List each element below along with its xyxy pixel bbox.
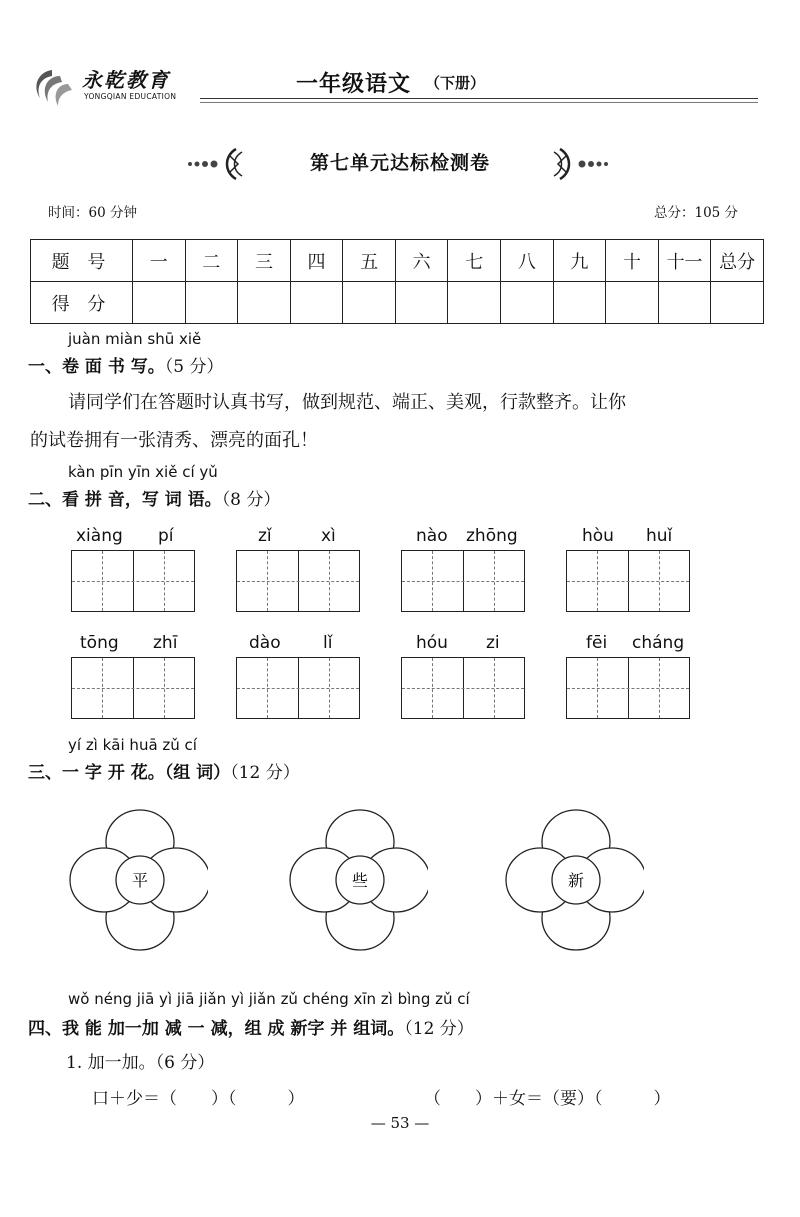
- column-header: 七: [448, 240, 501, 282]
- title-ornament-right-icon: [540, 146, 610, 182]
- word-pinyin: tōng: [80, 633, 119, 653]
- writing-grid[interactable]: [566, 550, 690, 612]
- word-flower: [68, 806, 208, 954]
- column-header: 五: [343, 240, 396, 282]
- row-label-score: 得 分: [31, 282, 133, 324]
- score-cell[interactable]: [290, 282, 343, 324]
- column-header: 总分: [711, 240, 764, 282]
- header-title: 一年级语文: [296, 71, 412, 97]
- word-pinyin: hòu: [582, 526, 614, 546]
- word-pinyin: lǐ: [323, 633, 333, 653]
- section1-heading-text: 一、卷 面 书 写。: [28, 357, 165, 377]
- section4-heading: [28, 1014, 474, 1039]
- section3-heading: [28, 758, 300, 783]
- section1-heading: [28, 352, 224, 377]
- column-header: 十一: [658, 240, 711, 282]
- header-rule-thin: [200, 102, 758, 103]
- word-pinyin: xiàng: [76, 526, 123, 546]
- score-cell[interactable]: [395, 282, 448, 324]
- time-limit: 时间：60 分钟: [48, 205, 137, 221]
- table-row: [31, 282, 764, 324]
- word-pinyin: zi: [486, 633, 500, 653]
- score-cell[interactable]: [185, 282, 238, 324]
- column-header: 十: [606, 240, 659, 282]
- column-header: 一: [133, 240, 186, 282]
- column-header: 九: [553, 240, 606, 282]
- section3-pinyin: yí zì kāi huā zǔ cí: [68, 736, 197, 754]
- score-cell[interactable]: [501, 282, 554, 324]
- section4-pinyin: wǒ néng jiā yì jiā jiǎn yì jiǎn zǔ chéng xīn zì bìng zǔ cí: [68, 990, 470, 1008]
- header-rule: [200, 98, 758, 99]
- section2-score: （8 分）: [221, 490, 281, 510]
- word-pinyin: zhī: [153, 633, 178, 653]
- score-table: [30, 239, 764, 324]
- equation-2[interactable]: （ ）＋女＝（要）（ ）: [424, 1089, 671, 1109]
- section1-paragraph-line1: 请同学们在答题时认真书写，做到规范、端正、美观，行款整齐。让你: [68, 392, 626, 413]
- writing-grid[interactable]: [401, 550, 525, 612]
- brand-name: 永乾教育: [82, 68, 170, 92]
- word-flower: [504, 806, 644, 954]
- writing-grid[interactable]: [236, 550, 360, 612]
- word-pinyin: zǐ: [258, 526, 272, 546]
- column-header: 三: [238, 240, 291, 282]
- section4-heading-text: 四、我 能 加一加 减 一 减，组 成 新字 并 组词。: [28, 1019, 405, 1039]
- word-pinyin: pí: [158, 526, 174, 546]
- section2-heading: [28, 485, 280, 510]
- score-cell[interactable]: [133, 282, 186, 324]
- brand-name-english: YONGQIAN EDUCATION: [84, 92, 177, 101]
- score-cell[interactable]: [343, 282, 396, 324]
- word-pinyin: cháng: [632, 633, 685, 653]
- word-pinyin: nào: [416, 526, 448, 546]
- score-cell[interactable]: [711, 282, 764, 324]
- writing-grid[interactable]: [71, 550, 195, 612]
- column-header: 二: [185, 240, 238, 282]
- section1-score: （5 分）: [164, 357, 224, 377]
- score-cell[interactable]: [658, 282, 711, 324]
- flower-char: 平: [131, 871, 149, 890]
- section3-score: （12 分）: [230, 763, 300, 783]
- section4-subheading: 1. 加一加。（6 分）: [66, 1053, 215, 1073]
- word-pinyin: zhōng: [466, 526, 518, 546]
- column-header: 八: [501, 240, 554, 282]
- section4-score: （12 分）: [404, 1019, 474, 1039]
- writing-grid[interactable]: [236, 657, 360, 719]
- table-row: [31, 240, 764, 282]
- score-cell[interactable]: [238, 282, 291, 324]
- word-pinyin: huǐ: [646, 526, 673, 546]
- word-pinyin: xì: [321, 526, 336, 546]
- section1-paragraph-line2: 的试卷拥有一张清秀、漂亮的面孔！: [30, 430, 318, 451]
- score-cell[interactable]: [553, 282, 606, 324]
- word-flower: [288, 806, 428, 954]
- equation-1[interactable]: 口＋少＝（ ）（ ）: [92, 1089, 305, 1109]
- writing-grid[interactable]: [401, 657, 525, 719]
- logo-swirl-icon: [30, 66, 74, 110]
- writing-grid[interactable]: [566, 657, 690, 719]
- column-header: 六: [395, 240, 448, 282]
- test-title: 第七单元达标检测卷: [309, 152, 490, 174]
- column-header: 四: [290, 240, 343, 282]
- header-subtitle: （下册）: [425, 74, 486, 92]
- section1-pinyin: juàn miàn shū xiě: [68, 330, 202, 348]
- score-cell[interactable]: [448, 282, 501, 324]
- page-number: — 53 —: [370, 1114, 430, 1132]
- score-cell[interactable]: [606, 282, 659, 324]
- flower-char: 新: [567, 871, 585, 890]
- section3-heading-text: 三、一 字 开 花。（组 词）: [28, 763, 231, 783]
- word-pinyin: hóu: [416, 633, 448, 653]
- flower-char: 些: [351, 871, 369, 890]
- row-label-question-number: 题 号: [31, 240, 133, 282]
- total-score: 总分：105 分: [654, 205, 739, 221]
- writing-grid[interactable]: [71, 657, 195, 719]
- section2-heading-text: 二、看 拼 音，写 词 语。: [28, 490, 222, 510]
- word-pinyin: fēi: [586, 633, 608, 653]
- section2-pinyin: kàn pīn yīn xiě cí yǔ: [68, 463, 218, 481]
- word-pinyin: dào: [249, 633, 281, 653]
